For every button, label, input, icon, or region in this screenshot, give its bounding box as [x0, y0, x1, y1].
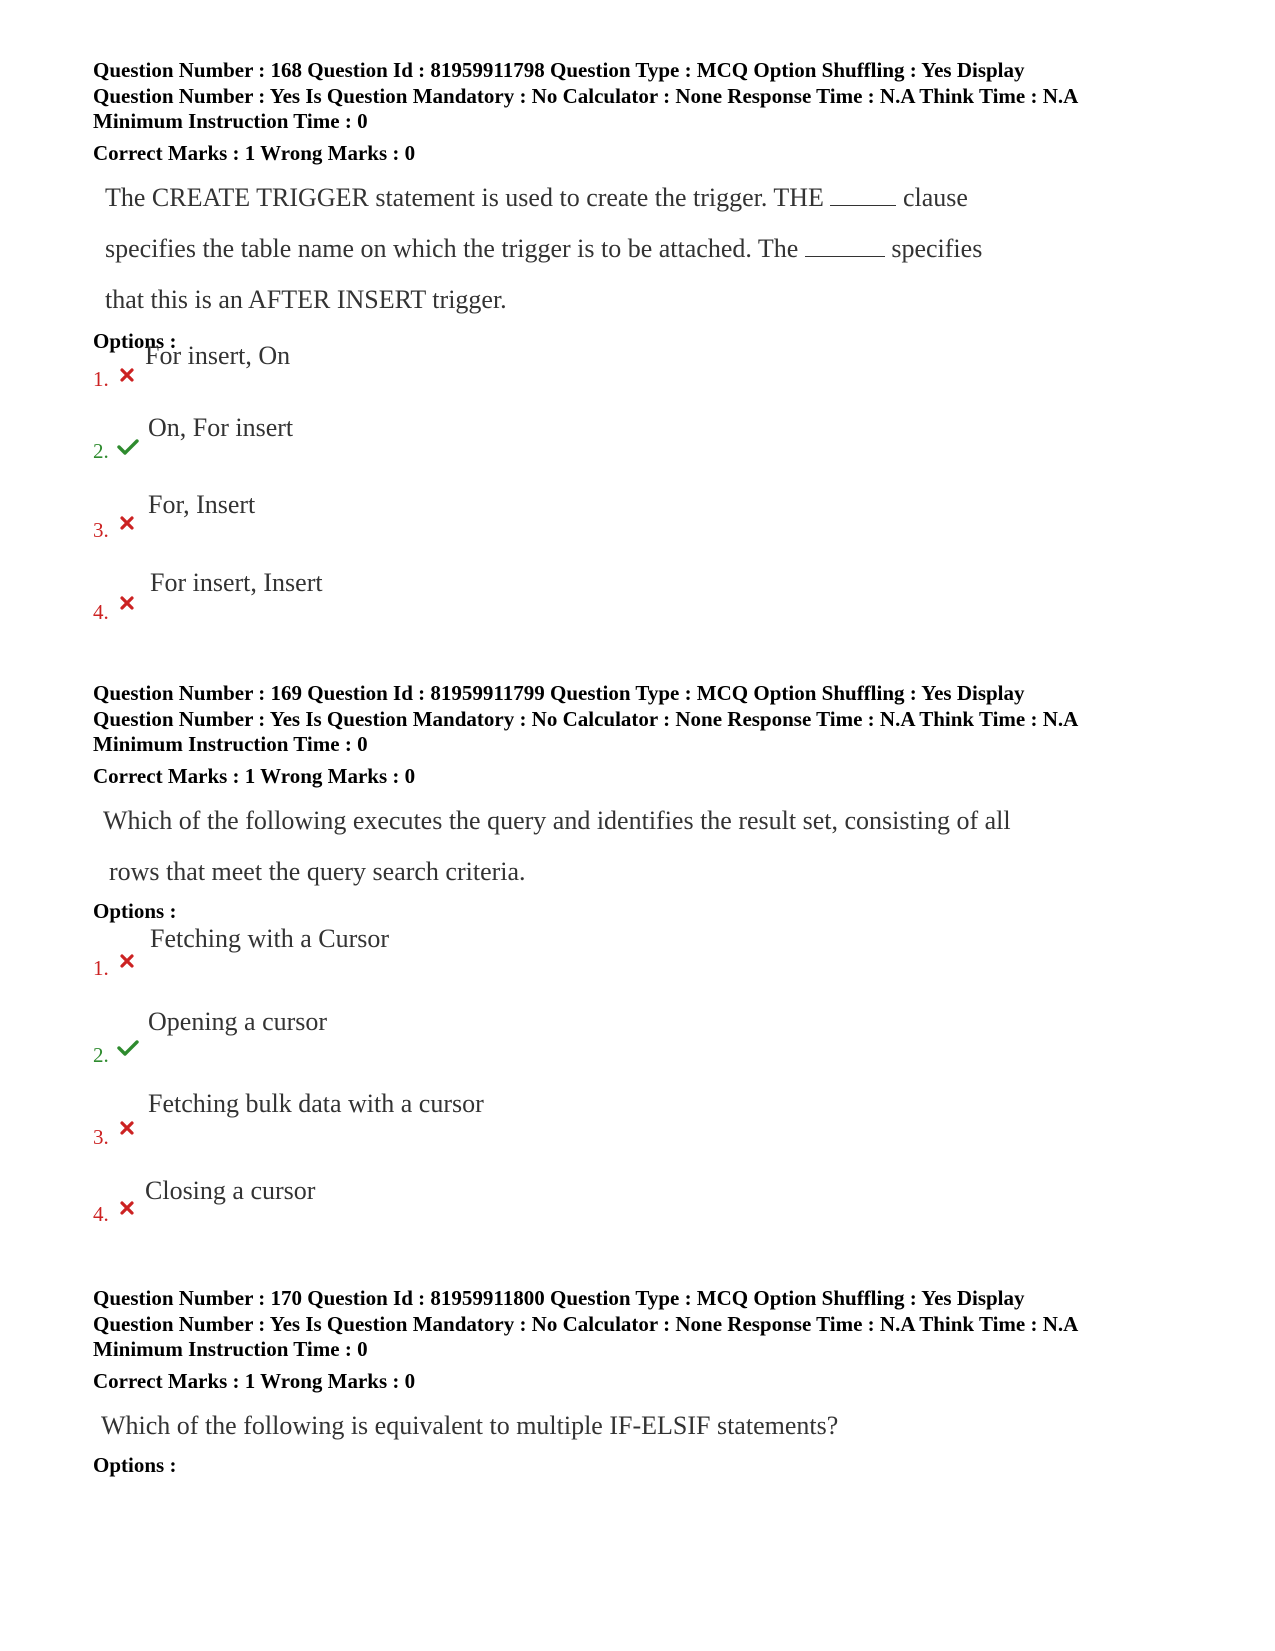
marks-line: Correct Marks : 1 Wrong Marks : 0: [93, 1368, 416, 1393]
meta-line: Minimum Instruction Time : 0: [93, 732, 368, 756]
question-text-part: clause: [902, 182, 968, 212]
cross-icon: [118, 1199, 136, 1217]
option-text: Opening a cursor: [148, 1007, 328, 1036]
question-170: [93, 1286, 1193, 1478]
question-meta: [93, 58, 1193, 135]
marks-line: Correct Marks : 1 Wrong Marks : 0: [93, 763, 416, 788]
question-text: [105, 172, 1193, 325]
option-text: For insert, Insert: [150, 568, 323, 597]
option-text: For insert, On: [145, 341, 291, 370]
meta-line: Minimum Instruction Time : 0: [93, 1337, 368, 1361]
question-text-part: Which of the following is equivalent to multiple IF-ELSIF statements?: [101, 1410, 839, 1440]
question-text-part: specifies: [891, 233, 983, 263]
question-text-part: that this is an AFTER INSERT trigger.: [105, 284, 507, 314]
meta-line: Question Number : 170 Question Id : 81959911800 Question Type : MCQ Option Shuffling : Yes Display: [93, 1286, 1025, 1310]
question-text-part: The CREATE TRIGGER statement is used to create the trigger. THE: [105, 182, 824, 212]
question-text-part: specifies the table name on which the trigger is to be attached. The: [105, 233, 799, 263]
options-label: Options :: [93, 898, 177, 923]
meta-line: Question Number : Yes Is Question Mandatory : No Calculator : None Response Time : N.A Think Time : N.A: [93, 83, 1079, 108]
meta-line: Question Number : Yes Is Question Mandatory : No Calculator : None Response Time : N.A Think Time : N.A: [93, 1311, 1079, 1336]
option-text: For, Insert: [148, 490, 256, 519]
question-text-part: Which of the following executes the query and identifies the result set, consisting of all: [103, 805, 1011, 835]
fill-blank: [830, 187, 896, 206]
option-number: 1.: [93, 367, 109, 391]
option-text: Fetching bulk data with a cursor: [148, 1089, 484, 1118]
option-number: 4.: [93, 1202, 109, 1226]
option-text: On, For insert: [148, 413, 294, 442]
option-number: 2.: [93, 439, 109, 463]
cross-icon: [118, 952, 136, 970]
meta-line: Question Number : 169 Question Id : 81959911799 Question Type : MCQ Option Shuffling : Yes Display: [93, 681, 1025, 705]
option-text: Closing a cursor: [145, 1176, 316, 1205]
question-169: [93, 681, 1193, 924]
meta-line: Question Number : Yes Is Question Mandatory : No Calculator : None Response Time : N.A Think Time : N.A: [93, 706, 1079, 731]
fill-blank: [805, 238, 885, 257]
question-text: [103, 795, 1193, 897]
option-number: 3.: [93, 518, 109, 542]
question-168: [93, 58, 1193, 354]
options-label: Options :: [93, 1452, 177, 1477]
meta-line: Question Number : 168 Question Id : 81959911798 Question Type : MCQ Option Shuffling : Yes Display: [93, 58, 1025, 82]
cross-icon: [118, 366, 136, 384]
options-label: Options :: [93, 328, 177, 353]
question-text-part: rows that meet the query search criteria.: [109, 856, 526, 886]
option-number: 3.: [93, 1125, 109, 1149]
cross-icon: [118, 514, 136, 532]
question-text: [101, 1400, 1193, 1451]
question-meta: [93, 1286, 1193, 1363]
check-icon: [117, 438, 139, 456]
cross-icon: [118, 1119, 136, 1137]
option-number: 1.: [93, 956, 109, 980]
meta-line: Minimum Instruction Time : 0: [93, 109, 368, 133]
cross-icon: [118, 594, 136, 612]
question-meta: [93, 681, 1193, 758]
check-icon: [117, 1039, 139, 1057]
option-text: Fetching with a Cursor: [150, 924, 390, 953]
option-number: 4.: [93, 600, 109, 624]
marks-line: Correct Marks : 1 Wrong Marks : 0: [93, 140, 416, 165]
option-number: 2.: [93, 1043, 109, 1067]
